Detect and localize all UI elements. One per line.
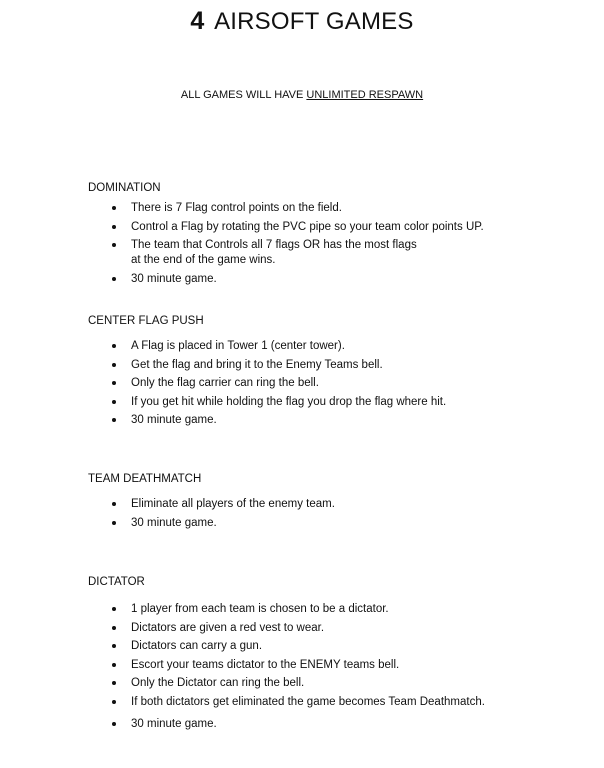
list-item bbox=[88, 495, 588, 514]
title-number: 4 bbox=[190, 7, 205, 35]
list-item-text: There is 7 Flag control points on the field. bbox=[131, 202, 342, 214]
list-item bbox=[88, 674, 588, 693]
list-item-text: If you get hit while holding the flag you drop the flag where hit. bbox=[131, 395, 447, 408]
respawn-notice-underlined: UNLIMITED RESPAWN bbox=[306, 89, 424, 101]
list-item-text: 30 minute game. bbox=[131, 516, 217, 529]
list-item-text: 30 minute game. bbox=[131, 414, 217, 426]
title-text: AIRSOFT GAMES bbox=[214, 8, 414, 35]
list-item bbox=[88, 637, 588, 656]
list-item-text: Dictators can carry a gun. bbox=[131, 640, 263, 652]
section-domination bbox=[88, 181, 588, 289]
section-dictator bbox=[88, 575, 588, 734]
section-team-deathmatch bbox=[88, 472, 588, 532]
list-item bbox=[88, 619, 588, 638]
list-item-text: Only the flag carrier can ring the bell. bbox=[131, 377, 319, 389]
section-items bbox=[88, 600, 588, 734]
list-item-text: Dictators are given a red vest to wear. bbox=[131, 621, 325, 634]
list-item-text: Eliminate all players of the enemy team. bbox=[131, 498, 335, 510]
list-item-text: The team that Controls all 7 flags OR has the most flags bbox=[131, 239, 417, 251]
list-item-text: 1 player from each team is chosen to be a dictator. bbox=[131, 603, 389, 615]
list-item-text: If both dictators get eliminated the game becomes Team Deathmatch. bbox=[131, 695, 485, 708]
respawn-notice-prefix: ALL GAMES WILL HAVE bbox=[180, 89, 307, 101]
list-item-text: A Flag is placed in Tower 1 (center tower). bbox=[131, 340, 345, 352]
section-items bbox=[88, 199, 588, 289]
section-center-flag-push bbox=[88, 314, 588, 430]
section-title: DOMINATION bbox=[88, 182, 161, 194]
list-item-text: Control a Flag by rotating the PVC pipe so your team color points UP. bbox=[131, 220, 484, 233]
list-item-text: Escort your teams dictator to the ENEMY teams bell. bbox=[131, 658, 400, 671]
list-item bbox=[88, 514, 588, 533]
list-item bbox=[88, 693, 588, 712]
list-item bbox=[88, 393, 588, 412]
list-item bbox=[88, 715, 588, 734]
section-title: TEAM DEATHMATCH bbox=[88, 473, 202, 485]
list-item-text: 30 minute game. bbox=[131, 273, 217, 285]
list-item bbox=[88, 600, 588, 619]
list-item bbox=[88, 199, 588, 218]
list-item bbox=[88, 374, 588, 393]
list-item bbox=[88, 656, 588, 675]
list-item bbox=[88, 218, 588, 237]
section-items bbox=[88, 495, 588, 532]
list-item-text: 30 minute game. bbox=[131, 718, 217, 730]
section-title: CENTER FLAG PUSH bbox=[88, 315, 204, 327]
page-title bbox=[0, 6, 604, 37]
list-item bbox=[88, 270, 588, 289]
section-items bbox=[88, 337, 588, 430]
list-item-text: Get the flag and bring it to the Enemy Teams bell. bbox=[131, 358, 383, 371]
section-title: DICTATOR bbox=[88, 576, 145, 588]
list-item-continuation: at the end of the game wins. bbox=[131, 254, 276, 266]
respawn-notice bbox=[0, 88, 604, 102]
list-item bbox=[88, 236, 588, 270]
list-item bbox=[88, 356, 588, 375]
list-item bbox=[88, 411, 588, 430]
list-item-text: Only the Dictator can ring the bell. bbox=[131, 677, 305, 689]
list-item bbox=[88, 337, 588, 356]
